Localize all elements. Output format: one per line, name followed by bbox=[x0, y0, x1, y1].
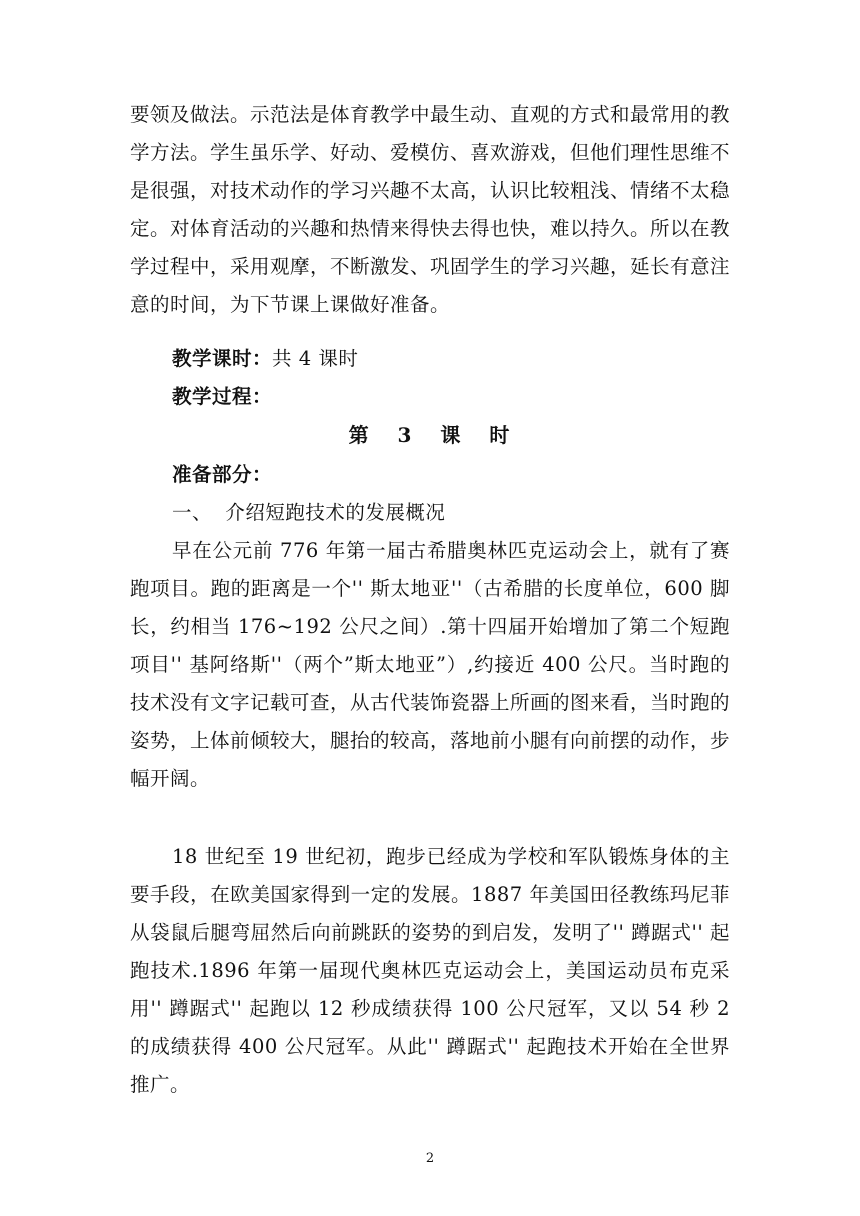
page-number: 2 bbox=[425, 1151, 435, 1166]
history-paragraph-2: 18 世纪至 19 世纪初，跑步已经成为学校和军队锻炼身体的主要手段，在欧美国家得到一定的发展。1887 年美国田径教练玛尼菲从袋鼠后腿弯屈然后向前跳跃的姿势的到启发，发明了'' 蹲踞式'' 起跑技术.1896 年第一届现代奥林匹克运动会上，美国运动员布克采用'' 蹲踞式'' 起跑以 12 秒成绩获得 100 公尺冠军，又以 54 秒 2 的成绩获得 400 公尺冠军。从此'' 蹲踞式'' 起跑技术开始在全世界推广。 bbox=[130, 845, 730, 1096]
process-label: 教学过程： bbox=[172, 385, 273, 408]
class-hours-line bbox=[172, 340, 358, 378]
prep-label: 准备部分： bbox=[172, 463, 273, 486]
class-hours-label: 教学课时： bbox=[172, 347, 273, 370]
history-paragraph-1: 早在公元前 776 年第一届古希腊奥林匹克运动会上，就有了赛跑项目。跑的距离是一个'' 斯太地亚''（古希腊的长度单位，600 脚长，约相当 176~192 公尺之间）.第十四届开始增加了第二个短跑项目'' 基阿络斯''（两个”斯太地亚”）,约接近 400 公尺。当时跑的技术没有文字记载可查，从古代装饰瓷器上所画的图来看，当时跑的姿势，上体前倾较大，腿抬的较高，落地前小腿有向前摆的动作，步幅开阔。 bbox=[130, 539, 731, 790]
intro-paragraph: 要领及做法。示范法是体育教学中最生动、直观的方式和最常用的教学方法。学生虽乐学、好动、爱模仿、喜欢游戏，但他们理性思维不是很强，对技术动作的学习兴趣不太高，认识比较粗浅、情绪不太稳定。对体育活动的兴趣和热情来得快去得也快，难以持久。所以在教学过程中，采用观摩，不断激发、巩固学生的学习兴趣，延长有意注意的时间，为下节课上课做好准备。 bbox=[130, 103, 731, 316]
class-hours-value: 共 4 课时 bbox=[272, 347, 359, 370]
lesson-title: 第 3 课 时 bbox=[348, 423, 512, 447]
section-heading: 一、 介绍短跑技术的发展概况 bbox=[172, 501, 446, 524]
